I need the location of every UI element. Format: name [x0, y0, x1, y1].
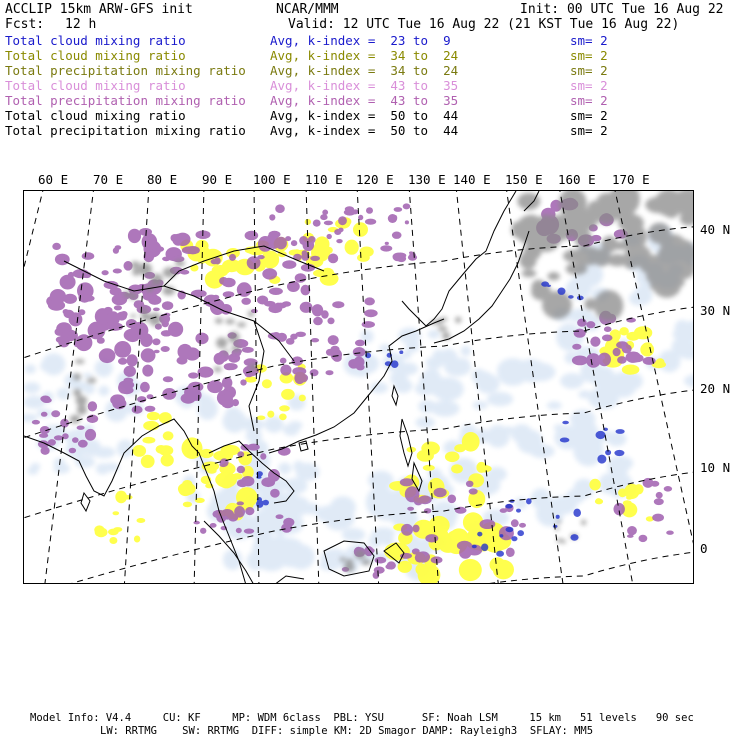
field-sm: sm= 2	[570, 93, 608, 108]
field-name: Total cloud mixing ratio	[5, 108, 186, 123]
field-avg: Avg, k-index = 50 to 44	[270, 108, 459, 123]
field-avg: Avg, k-index = 43 to 35	[270, 78, 459, 93]
field-sm: sm= 2	[570, 78, 608, 93]
longitude-label: 130 E	[408, 172, 446, 187]
field-name: Total cloud mixing ratio	[5, 48, 186, 63]
coastline	[81, 493, 90, 511]
field-avg: Avg, k-index = 43 to 35	[270, 93, 459, 108]
model-title: ACCLIP 15km ARW-GFS init	[5, 2, 193, 17]
map-canvas	[24, 191, 694, 584]
field-sm: sm= 2	[570, 63, 608, 78]
longitude-label: 70 E	[93, 172, 124, 187]
longitude-label: 80 E	[147, 172, 178, 187]
footer-model-info: Model Info: V4.4 CU: KF MP: WDM 6class PBL: YSU SF: Noah LSM 15 km 51 levels 90 sec	[30, 712, 694, 724]
forecast-label: Fcst:	[5, 17, 45, 32]
longitude-label: 160 E	[558, 172, 596, 187]
center-title: NCAR/MMM	[276, 2, 339, 17]
field-name: Total precipitation mixing ratio	[5, 123, 246, 138]
coastline	[400, 419, 412, 466]
latitude-label: 10 N	[700, 460, 731, 475]
field-sm: sm= 2	[570, 48, 608, 63]
valid-time: Valid: 12 UTC Tue 16 Aug 22 (21 KST Tue 16 Aug 22)	[288, 17, 680, 32]
longitude-label: 110 E	[305, 172, 343, 187]
footer-physics-info: LW: RRTMG SW: RRTMG DIFF: simple KM: 2D Smagor DAMP: Rayleigh3 SFLAY: MM5	[100, 725, 594, 737]
field-avg: Avg, k-index = 50 to 44	[270, 123, 459, 138]
latitude-label: 30 N	[700, 303, 731, 318]
field-name: Total precipitation mixing ratio	[5, 63, 246, 78]
latitude-label: 20 N	[700, 381, 731, 396]
longitude-label: 100 E	[253, 172, 291, 187]
field-sm: sm= 2	[570, 33, 608, 48]
init-time: Init: 00 UTC Tue 16 Aug 22	[520, 2, 724, 17]
longitude-label: 150 E	[505, 172, 543, 187]
longitude-label: 90 E	[202, 172, 233, 187]
longitude-label: 140 E	[453, 172, 491, 187]
field-name: Total precipitation mixing ratio	[5, 93, 246, 108]
field-avg: Avg, k-index = 23 to 9	[270, 33, 451, 48]
field-name: Total cloud mixing ratio	[5, 78, 186, 93]
field-sm: sm= 2	[570, 108, 608, 123]
forecast-value: 12 h	[65, 17, 97, 32]
map-panel	[23, 190, 694, 584]
coastline	[274, 576, 304, 584]
field-name: Total cloud mixing ratio	[5, 33, 186, 48]
field-avg: Avg, k-index = 34 to 24	[270, 63, 459, 78]
longitude-label: 120 E	[356, 172, 394, 187]
latitude-label: 40 N	[700, 222, 731, 237]
coastline	[434, 231, 529, 343]
latitude-label: 0	[700, 541, 708, 556]
longitude-label: 60 E	[38, 172, 69, 187]
coastline	[299, 441, 308, 451]
field-avg: Avg, k-index = 34 to 24	[270, 48, 459, 63]
field-sm: sm= 2	[570, 123, 608, 138]
longitude-label: 170 E	[612, 172, 650, 187]
